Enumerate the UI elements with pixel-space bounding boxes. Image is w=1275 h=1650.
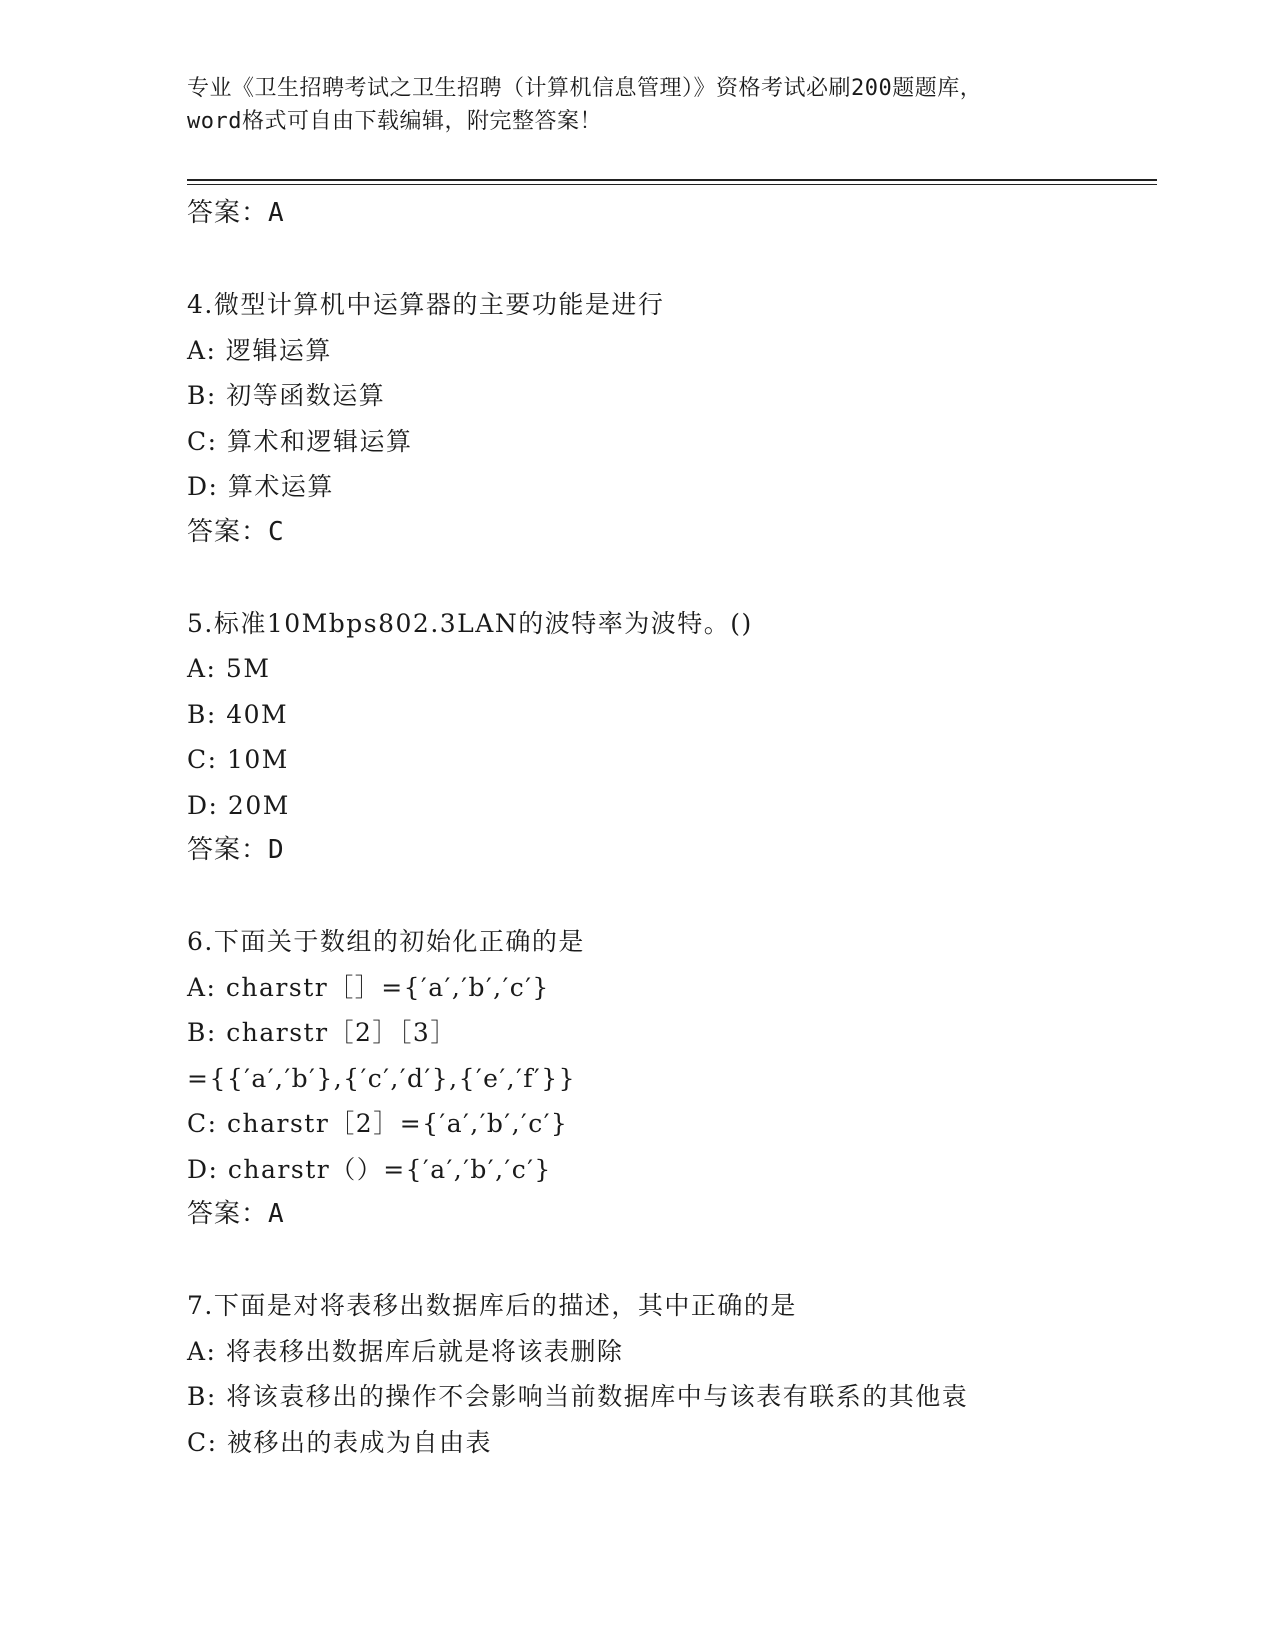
question-text: 6.下面关于数组的初始化正确的是 [187,927,585,956]
option-d: D: 算术运算 [187,472,334,501]
answer: 答案：C [187,516,285,547]
header-line-2: word格式可自由下载编辑，附完整答案！ [187,109,602,134]
option-b: B: 初等函数运算 [187,381,386,410]
header-line-1: 专业《卫生招聘考试之卫生招聘（计算机信息管理）》资格考试必刷200题题库， [187,76,983,101]
header-rule-thin [187,184,1157,185]
option-a: A: 将表移出数据库后就是将该表删除 [187,1336,624,1366]
document-header [187,72,1087,138]
question-7 [187,1283,1147,1465]
option-b: B: 40M [187,699,289,729]
answer: 答案：D [187,835,285,865]
option-c: C: 10M [187,745,289,774]
question-list [187,191,1147,1465]
header-rule-thick [187,179,1157,181]
question-text: 5.标准10Mbps802.3LAN的波特率为波特。() [187,608,753,638]
option-d: D: 20M [187,790,290,820]
question-text: 4.微型计算机中运算器的主要功能是进行 [187,290,665,319]
spacer [187,555,1147,601]
option-c: C: 算术和逻辑运算 [187,426,413,456]
question-5 [187,601,1147,874]
option-b: B: 将该袁移出的操作不会影响当前数据库中与该表有联系的其他袁 [187,1382,969,1411]
option-a: A: 逻辑运算 [187,335,332,365]
option-d: D: charstr（）={′a′,′b′,′c′} [187,1154,552,1184]
spacer [187,237,1147,283]
question-4 [187,282,1147,555]
option-b: B: charstr［2］［3］ [187,1018,457,1047]
question-6 [187,919,1147,1238]
option-b-continued: ={{′a′,′b′},{′c′,′d′},{′e′,′f′}} [187,1063,577,1093]
previous-answer: 答案：A [187,198,285,228]
spacer [187,874,1147,920]
option-c: C: 被移出的表成为自由表 [187,1427,492,1457]
option-c: C: charstr［2］={′a′,′b′,′c′} [187,1109,569,1138]
option-a: A: charstr［］={′a′,′b′,′c′} [187,972,550,1002]
option-a: A: 5M [187,654,271,683]
answer: 答案：A [187,1199,285,1229]
spacer [187,1238,1147,1284]
question-text: 7.下面是对将表移出数据库后的描述，其中正确的是 [187,1291,797,1320]
